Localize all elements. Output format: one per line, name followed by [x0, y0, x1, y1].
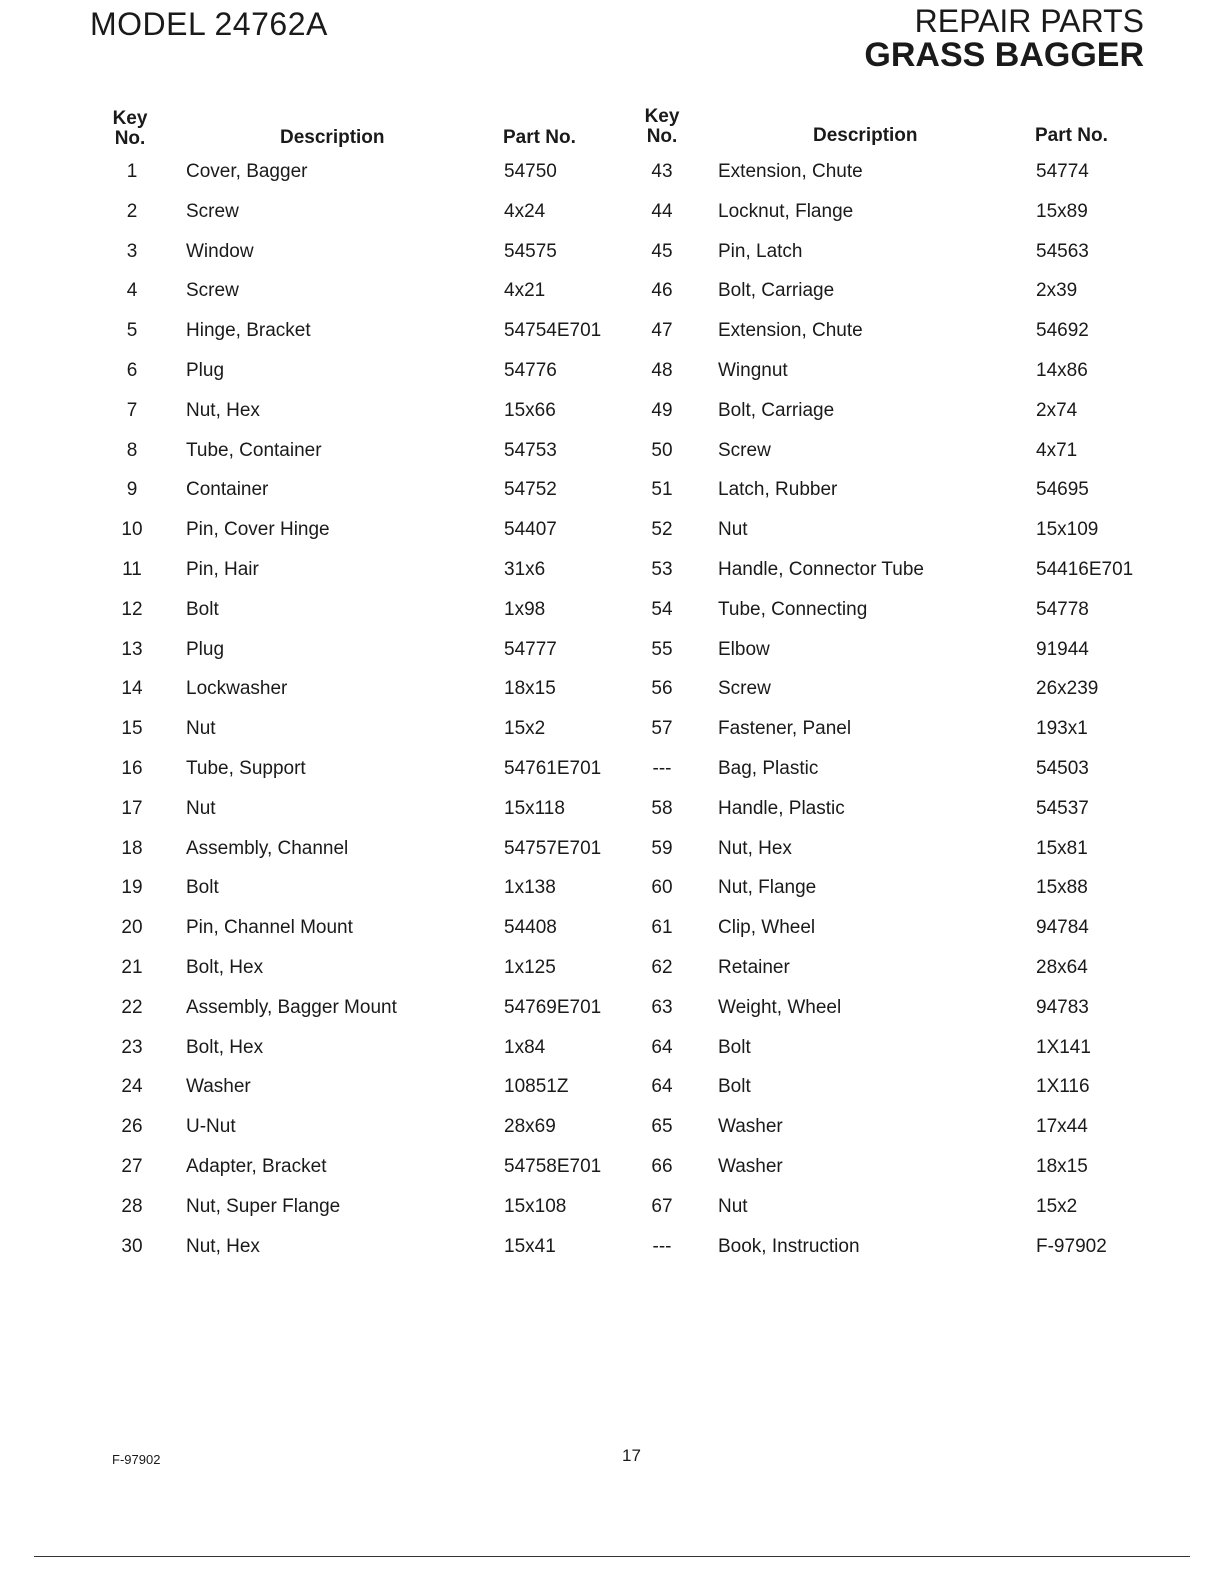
- left-part-row: [110, 551, 670, 591]
- right-part-key-no: 63: [651, 996, 673, 1018]
- right-part-key-no: 64: [651, 1036, 673, 1058]
- left-part-row: [110, 790, 670, 830]
- left-part-part-no: 1x138: [504, 877, 556, 899]
- left-part-key-no: 1: [126, 161, 138, 182]
- right-part-row: [640, 1148, 1200, 1188]
- right-part-description: Clip, Wheel: [718, 917, 816, 939]
- right-part-description: Bolt: [718, 1076, 751, 1098]
- right-part-description: Bolt, Carriage: [718, 280, 835, 302]
- left-part-description: Screw: [186, 200, 239, 222]
- right-part-key-no: 54: [651, 598, 673, 620]
- right-part-description: Bolt: [718, 1036, 751, 1058]
- left-part-key-no: 9: [126, 479, 138, 501]
- right-part-part-no: 14x86: [1036, 359, 1088, 381]
- right-part-key-no: 45: [651, 240, 673, 262]
- left-part-description: Nut: [186, 797, 216, 819]
- right-part-part-no: 28x64: [1036, 956, 1088, 978]
- right-part-part-no: 94784: [1036, 917, 1089, 939]
- left-part-key-no: 3: [126, 240, 138, 262]
- left-part-part-no: 54761E701: [504, 757, 602, 779]
- right-part-description: Book, Instruction: [718, 1235, 860, 1257]
- left-part-key-no: 15: [121, 718, 143, 740]
- right-key-label: Key: [644, 106, 680, 127]
- left-part-description: Nut: [186, 718, 216, 740]
- left-part-description: Bolt: [186, 877, 219, 899]
- right-part-row: [640, 830, 1200, 870]
- left-part-part-no: 1x84: [504, 1036, 546, 1058]
- right-part-key-no: 43: [651, 161, 673, 182]
- right-part-description: Bolt, Carriage: [718, 399, 835, 421]
- left-part-part-no: 18x15: [504, 678, 556, 700]
- right-part-part-no: 54695: [1036, 479, 1089, 501]
- left-part-description: Screw: [186, 280, 239, 302]
- left-part-key-no: 30: [121, 1235, 143, 1257]
- left-part-part-no: 28x69: [504, 1116, 556, 1138]
- left-part-row: [110, 471, 670, 511]
- left-part-part-no: 54777: [504, 638, 557, 660]
- right-part-key-no: 55: [651, 638, 673, 660]
- right-part-row: [640, 1068, 1200, 1108]
- right-part-description: Handle, Connector Tube: [718, 558, 924, 580]
- right-part-row: [640, 193, 1200, 233]
- left-part-key-no: 14: [121, 678, 143, 700]
- right-part-row: [640, 352, 1200, 392]
- left-part-row: [110, 1228, 670, 1268]
- right-part-key-no: 64: [651, 1076, 673, 1098]
- right-part-row: [640, 1228, 1200, 1268]
- right-part-key-no: 60: [651, 877, 673, 899]
- left-parts-list: [110, 153, 670, 1267]
- left-part-row: [110, 352, 670, 392]
- right-part-row: [640, 511, 1200, 551]
- right-part-description: Nut, Flange: [718, 877, 817, 899]
- left-part-key-no: 23: [121, 1036, 143, 1058]
- right-part-key-no: 65: [651, 1116, 673, 1138]
- left-part-row: [110, 233, 670, 273]
- left-part-row: [110, 272, 670, 312]
- right-part-row: [640, 153, 1200, 193]
- left-part-part-no: 54407: [504, 519, 557, 541]
- right-part-key-no: 51: [651, 479, 673, 501]
- left-part-part-no: 54776: [504, 359, 557, 381]
- right-part-description: Nut: [718, 1195, 748, 1217]
- left-part-description: Nut, Hex: [186, 399, 260, 421]
- left-part-description: Plug: [186, 359, 225, 381]
- left-part-description: Nut, Hex: [186, 1235, 260, 1257]
- right-part-key-no: 62: [651, 956, 673, 978]
- right-part-row: [640, 551, 1200, 591]
- left-part-row: [110, 1108, 670, 1148]
- right-part-description: Pin, Latch: [718, 240, 803, 262]
- right-part-part-no: 18x15: [1036, 1155, 1088, 1177]
- left-part-row: [110, 511, 670, 551]
- right-no-label: No.: [646, 126, 678, 147]
- right-part-row: [640, 233, 1200, 273]
- left-part-row: [110, 670, 670, 710]
- left-part-key-no: 4: [126, 280, 138, 302]
- right-part-key-no: 52: [651, 519, 673, 541]
- right-part-row: [640, 392, 1200, 432]
- left-part-key-no: 10: [121, 519, 143, 541]
- right-description-header: Description: [813, 125, 918, 146]
- right-part-description: Locknut, Flange: [718, 200, 854, 222]
- left-part-part-no: 1x98: [504, 598, 546, 620]
- left-part-part-no: 4x21: [504, 280, 546, 302]
- right-part-row: [640, 471, 1200, 511]
- left-key-label: Key: [112, 108, 148, 129]
- right-part-key-no: 53: [651, 558, 673, 580]
- right-part-description: Weight, Wheel: [718, 996, 842, 1018]
- right-part-description: Fastener, Panel: [718, 718, 852, 740]
- left-part-row: [110, 909, 670, 949]
- right-part-key-no: 61: [651, 917, 673, 939]
- left-part-description: Assembly, Bagger Mount: [186, 996, 397, 1018]
- right-part-part-no: 1X141: [1036, 1036, 1091, 1058]
- left-part-description: Tube, Container: [186, 439, 322, 461]
- right-part-part-no: 54778: [1036, 598, 1089, 620]
- right-part-part-no: 15x109: [1036, 519, 1099, 541]
- left-part-row: [110, 193, 670, 233]
- right-part-part-no: 54563: [1036, 240, 1089, 262]
- page-number: 17: [622, 1446, 641, 1465]
- left-part-part-no: 54750: [504, 161, 557, 182]
- right-part-part-no: 54416E701: [1036, 558, 1134, 580]
- right-part-part-no: F-97902: [1036, 1235, 1107, 1257]
- right-parts-list: [640, 153, 1200, 1267]
- left-key-no-header: [110, 109, 150, 149]
- left-part-row: [110, 392, 670, 432]
- left-part-description: Container: [186, 479, 269, 501]
- left-part-row: [110, 750, 670, 790]
- right-part-part-no: 2x39: [1036, 280, 1078, 302]
- left-part-row: [110, 1068, 670, 1108]
- left-part-row: [110, 432, 670, 472]
- right-part-description: Extension, Chute: [718, 161, 863, 182]
- left-part-key-no: 11: [122, 558, 142, 580]
- right-part-description: Screw: [718, 439, 771, 461]
- left-part-part-no: 31x6: [504, 558, 546, 580]
- right-part-key-no: 58: [651, 797, 673, 819]
- footer-document-code: F-97902: [112, 1452, 161, 1467]
- right-part-key-no: 66: [651, 1155, 673, 1177]
- left-part-description: Washer: [186, 1076, 251, 1098]
- right-part-part-no: 54774: [1036, 161, 1089, 182]
- grass-bagger-heading: GRASS BAGGER: [864, 36, 1144, 74]
- left-part-key-no: 24: [121, 1076, 143, 1098]
- left-part-description: Pin, Hair: [186, 558, 259, 580]
- left-part-description: Bolt: [186, 598, 219, 620]
- right-part-part-no: 94783: [1036, 996, 1089, 1018]
- left-part-part-no: 54769E701: [504, 996, 602, 1018]
- right-part-row: [640, 710, 1200, 750]
- right-part-description: Handle, Plastic: [718, 797, 845, 819]
- left-part-row: [110, 312, 670, 352]
- right-part-row: [640, 1108, 1200, 1148]
- repair-parts-heading: REPAIR PARTS: [914, 3, 1144, 39]
- left-part-row: [110, 153, 670, 193]
- right-part-part-no: 17x44: [1036, 1116, 1088, 1138]
- left-part-key-no: 19: [121, 877, 143, 899]
- right-part-row: [640, 591, 1200, 631]
- left-part-part-no: 54754E701: [504, 320, 602, 342]
- right-part-row: [640, 949, 1200, 989]
- right-part-key-no: 50: [651, 439, 673, 461]
- left-part-key-no: 26: [121, 1116, 143, 1138]
- right-part-part-no: 54503: [1036, 757, 1089, 779]
- left-part-key-no: 5: [126, 320, 138, 342]
- left-part-part-no: 54408: [504, 917, 557, 939]
- left-part-row: [110, 830, 670, 870]
- left-part-key-no: 13: [121, 638, 143, 660]
- left-part-key-no: 22: [121, 996, 143, 1018]
- left-part-part-no: 1x125: [504, 956, 556, 978]
- left-part-description: Cover, Bagger: [186, 161, 308, 182]
- right-part-part-no: 15x2: [1036, 1195, 1078, 1217]
- right-part-key-no: 44: [651, 200, 673, 222]
- right-part-part-no: 54537: [1036, 797, 1089, 819]
- left-part-description: Plug: [186, 638, 225, 660]
- left-part-part-no: 15x66: [504, 399, 556, 421]
- right-part-description: Washer: [718, 1155, 783, 1177]
- left-part-part-no: 15x41: [504, 1235, 556, 1257]
- left-part-description: Assembly, Channel: [186, 837, 349, 859]
- right-part-key-no: ---: [652, 1235, 672, 1257]
- left-part-row: [110, 1148, 670, 1188]
- right-part-description: Washer: [718, 1116, 783, 1138]
- right-part-description: Bag, Plastic: [718, 757, 819, 779]
- left-part-key-no: 2: [126, 200, 138, 222]
- left-part-no-header: Part No.: [503, 127, 576, 148]
- right-part-row: [640, 1029, 1200, 1069]
- right-part-part-no: 54692: [1036, 320, 1089, 342]
- left-part-key-no: 8: [126, 439, 138, 461]
- left-part-key-no: 27: [121, 1155, 143, 1177]
- right-part-description: Nut: [718, 519, 748, 541]
- right-part-row: [640, 750, 1200, 790]
- left-part-part-no: 4x24: [504, 200, 546, 222]
- left-part-part-no: 54758E701: [504, 1155, 602, 1177]
- right-part-key-no: 57: [651, 718, 673, 740]
- right-part-no-header: Part No.: [1035, 125, 1108, 146]
- right-part-description: Retainer: [718, 956, 790, 978]
- left-part-row: [110, 1029, 670, 1069]
- right-part-description: Latch, Rubber: [718, 479, 838, 501]
- left-part-part-no: 15x2: [504, 718, 546, 740]
- left-part-key-no: 28: [121, 1195, 143, 1217]
- model-title: MODEL 24762A: [90, 6, 328, 42]
- left-part-description: Window: [186, 240, 254, 262]
- left-part-description: Bolt, Hex: [186, 1036, 264, 1058]
- right-part-row: [640, 989, 1200, 1029]
- left-part-row: [110, 631, 670, 671]
- right-part-description: Elbow: [718, 638, 770, 660]
- left-part-description: Pin, Channel Mount: [186, 917, 353, 939]
- right-part-part-no: 91944: [1036, 638, 1089, 660]
- right-part-row: [640, 670, 1200, 710]
- right-part-key-no: 48: [651, 359, 673, 381]
- repair-parts-title: [864, 4, 1144, 72]
- right-part-description: Wingnut: [718, 359, 788, 381]
- left-part-key-no: 21: [121, 956, 143, 978]
- left-part-row: [110, 989, 670, 1029]
- right-part-key-no: ---: [652, 757, 672, 779]
- right-part-key-no: 56: [651, 678, 673, 700]
- right-part-part-no: 1X116: [1036, 1076, 1090, 1098]
- left-part-description: Pin, Cover Hinge: [186, 519, 330, 541]
- right-part-row: [640, 432, 1200, 472]
- right-part-row: [640, 631, 1200, 671]
- right-part-row: [640, 1188, 1200, 1228]
- left-part-row: [110, 869, 670, 909]
- right-part-row: [640, 790, 1200, 830]
- right-part-part-no: 15x81: [1036, 837, 1088, 859]
- left-part-part-no: 54757E701: [504, 837, 602, 859]
- right-part-part-no: 2x74: [1036, 399, 1078, 421]
- left-part-row: [110, 710, 670, 750]
- left-part-part-no: 54575: [504, 240, 557, 262]
- left-part-part-no: 54752: [504, 479, 557, 501]
- right-part-part-no: 15x89: [1036, 200, 1088, 222]
- right-part-key-no: 47: [651, 320, 673, 342]
- right-part-description: Tube, Connecting: [718, 598, 868, 620]
- left-part-description: Adapter, Bracket: [186, 1155, 327, 1177]
- left-part-description: U-Nut: [186, 1116, 236, 1138]
- right-part-row: [640, 909, 1200, 949]
- right-part-description: Nut, Hex: [718, 837, 792, 859]
- left-no-label: No.: [114, 128, 146, 149]
- left-part-key-no: 18: [121, 837, 143, 859]
- left-part-description: Hinge, Bracket: [186, 320, 311, 342]
- left-part-row: [110, 591, 670, 631]
- right-part-key-no: 49: [651, 399, 673, 421]
- right-part-key-no: 67: [651, 1195, 673, 1217]
- right-part-key-no: 46: [651, 280, 673, 302]
- right-part-part-no: 193x1: [1036, 718, 1088, 740]
- left-part-part-no: 10851Z: [504, 1076, 569, 1098]
- left-part-row: [110, 949, 670, 989]
- right-part-row: [640, 272, 1200, 312]
- right-part-part-no: 26x239: [1036, 678, 1099, 700]
- right-part-description: Screw: [718, 678, 771, 700]
- left-part-description: Lockwasher: [186, 678, 288, 700]
- right-part-description: Extension, Chute: [718, 320, 863, 342]
- left-part-part-no: 54753: [504, 439, 557, 461]
- left-part-row: [110, 1188, 670, 1228]
- right-part-row: [640, 312, 1200, 352]
- left-part-description: Bolt, Hex: [186, 956, 264, 978]
- left-part-description: Nut, Super Flange: [186, 1195, 341, 1217]
- bottom-divider: [34, 1556, 1190, 1557]
- left-part-part-no: 15x118: [504, 797, 565, 819]
- left-part-part-no: 15x108: [504, 1195, 567, 1217]
- left-part-key-no: 16: [121, 757, 143, 779]
- right-part-part-no: 4x71: [1036, 439, 1078, 461]
- left-part-key-no: 12: [121, 598, 143, 620]
- right-part-key-no: 59: [651, 837, 673, 859]
- left-description-header: Description: [280, 127, 385, 148]
- right-key-no-header: [642, 107, 682, 147]
- left-part-key-no: 7: [126, 399, 138, 421]
- right-part-row: [640, 869, 1200, 909]
- left-part-key-no: 6: [126, 359, 138, 381]
- left-part-key-no: 20: [121, 917, 143, 939]
- left-part-description: Tube, Support: [186, 757, 306, 779]
- right-part-part-no: 15x88: [1036, 877, 1088, 899]
- left-part-key-no: 17: [121, 797, 143, 819]
